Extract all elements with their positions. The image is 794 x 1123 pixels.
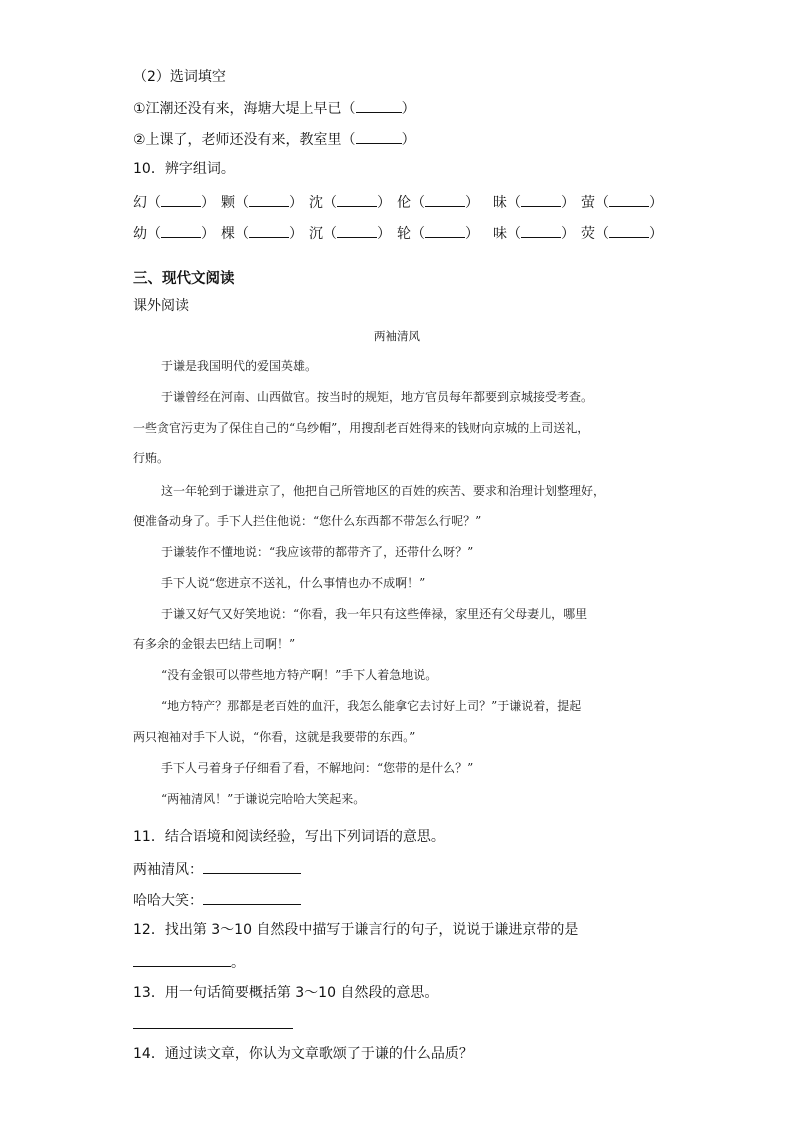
q10-blank[interactable]	[521, 192, 561, 207]
q10-blank[interactable]	[425, 192, 465, 207]
q10-close-paren: ）	[649, 226, 663, 242]
q10-close-paren: ）	[561, 195, 575, 211]
q10-open-paren: （	[507, 226, 521, 242]
q10-close-paren: ）	[201, 195, 215, 211]
q13-answer	[133, 1014, 293, 1034]
q12-end: 。	[231, 955, 245, 971]
q10-char: 沈	[309, 195, 323, 211]
q10-char: 轮	[397, 226, 411, 242]
q10-char: 伦	[397, 195, 411, 211]
q10-blank[interactable]	[337, 192, 377, 207]
q10-item	[581, 223, 663, 243]
q11-item2-blank[interactable]	[203, 890, 301, 905]
q11-item1-blank[interactable]	[203, 859, 301, 874]
q11-item1	[133, 859, 301, 879]
q10-char: 幻	[133, 195, 147, 211]
q9-item2-close: ）	[401, 132, 416, 148]
q9-item1-blank[interactable]	[356, 98, 402, 113]
story-line: “地方特产？那都是老百姓的血汗，我怎么能拿它去讨好上司？”于谦说着，提起	[161, 699, 582, 713]
q10-close-paren: ）	[201, 226, 215, 242]
section3-sub: 课外阅读	[133, 298, 189, 314]
q10-item	[309, 192, 391, 212]
story-line: 于谦是我国明代的爱国英雄。	[161, 359, 318, 373]
q10-open-paren: （	[595, 195, 609, 211]
section3-heading: 三、现代文阅读	[133, 271, 235, 287]
q9-item2-text: ②上课了，老师还没有来，教室里（	[133, 132, 356, 148]
q10-item	[133, 223, 215, 243]
q11-label: 11．结合语境和阅读经验，写出下列词语的意思。	[133, 829, 445, 845]
q10-char: 棵	[221, 226, 235, 242]
q10-close-paren: ）	[289, 226, 303, 242]
story-line: 便准备动身了。手下人拦住他说：“您什么东西都不带怎么行呢？”	[133, 514, 482, 528]
q10-close-paren: ）	[377, 226, 391, 242]
q9-item2	[133, 129, 416, 149]
q10-char: 幼	[133, 226, 147, 242]
q10-item	[397, 223, 479, 243]
q10-open-paren: （	[595, 226, 609, 242]
q10-char: 昧	[493, 195, 507, 211]
q9-item1-close: ）	[401, 101, 416, 117]
q10-close-paren: ）	[289, 195, 303, 211]
q12-answer	[133, 952, 245, 972]
q10-char: 沉	[309, 226, 323, 242]
q10-blank[interactable]	[161, 223, 201, 238]
q10-char: 味	[493, 226, 507, 242]
story-line: “两袖清风！”于谦说完哈哈大笑起来。	[161, 792, 366, 806]
q10-item	[309, 223, 391, 243]
q10-open-paren: （	[507, 195, 521, 211]
q10-open-paren: （	[323, 226, 337, 242]
story-line: 于谦又好气又好笑地说：“你看，我一年只有这些俸禄，家里还有父母妻儿，哪里	[161, 607, 588, 621]
story-line: “没有金银可以带些地方特产啊！”手下人着急地说。	[161, 668, 438, 682]
q10-char: 荧	[581, 226, 595, 242]
q14-label: 14．通过读文章，你认为文章歌颂了于谦的什么品质？	[133, 1046, 473, 1062]
q10-close-paren: ）	[649, 195, 663, 211]
story-line: 手下人弓着身子仔细看了看，不解地问：“您带的是什么？”	[161, 761, 474, 775]
q10-label: 10．辨字组词。	[133, 161, 235, 177]
story-line: 于谦曾经在河南、山西做官。按当时的规矩，地方官员每年都要到京城接受考查。	[161, 390, 594, 404]
story-line: 有多余的金银去巴结上司啊！”	[133, 637, 296, 651]
q10-blank[interactable]	[249, 223, 289, 238]
q10-item	[397, 192, 479, 212]
q9-sub2-label: （2）选词填空	[133, 69, 226, 85]
q10-blank[interactable]	[161, 192, 201, 207]
q13-blank[interactable]	[133, 1014, 293, 1029]
q10-open-paren: （	[323, 195, 337, 211]
q10-blank[interactable]	[425, 223, 465, 238]
q11-item1-text: 两袖清风：	[133, 862, 203, 878]
story-line: 于谦装作不懂地说：“我应该带的都带齐了，还带什么呀？”	[161, 545, 474, 559]
q11-item2	[133, 890, 301, 910]
q10-close-paren: ）	[377, 195, 391, 211]
q10-blank[interactable]	[249, 192, 289, 207]
q10-close-paren: ）	[561, 226, 575, 242]
story-line: 这一年轮到于谦进京了，他把自己所管地区的百姓的疾苦、要求和治理计划整理好，	[161, 484, 606, 498]
q10-open-paren: （	[147, 195, 161, 211]
story-line: 手下人说“您进京不送礼，什么事情也办不成啊！”	[161, 576, 426, 590]
q10-item	[493, 192, 575, 212]
q10-blank[interactable]	[609, 223, 649, 238]
q10-open-paren: （	[235, 195, 249, 211]
story-line: 行贿。	[133, 451, 170, 465]
q10-char: 颗	[221, 195, 235, 211]
q11-item2-text: 哈哈大笑：	[133, 893, 203, 909]
story-title: 两袖清风	[374, 329, 420, 343]
story-line: 一些贪官污吏为了保住自己的“乌纱帽”，用搜刮老百姓得来的钱财向京城的上司送礼，	[133, 421, 590, 435]
q10-close-paren: ）	[465, 226, 479, 242]
q9-item1	[133, 98, 416, 118]
q10-open-paren: （	[235, 226, 249, 242]
q10-item	[581, 192, 663, 212]
q10-item	[493, 223, 575, 243]
q10-char: 萤	[581, 195, 595, 211]
q10-blank[interactable]	[609, 192, 649, 207]
q10-blank[interactable]	[337, 223, 377, 238]
q9-item1-text: ①江潮还没有来，海塘大堤上早已（	[133, 101, 356, 117]
q10-item	[133, 192, 215, 212]
q12-label: 12．找出第 3～10 自然段中描写于谦言行的句子，说说于谦进京带的是	[133, 922, 579, 938]
q10-item	[221, 223, 303, 243]
q10-open-paren: （	[411, 226, 425, 242]
q10-blank[interactable]	[521, 223, 561, 238]
q10-open-paren: （	[411, 195, 425, 211]
story-line: 两只袍袖对手下人说，“你看，这就是我要带的东西。”	[133, 730, 416, 744]
q12-blank[interactable]	[133, 952, 231, 967]
q13-label: 13．用一句话简要概括第 3～10 自然段的意思。	[133, 985, 439, 1001]
q9-item2-blank[interactable]	[356, 129, 402, 144]
q10-close-paren: ）	[465, 195, 479, 211]
q10-item	[221, 192, 303, 212]
q10-open-paren: （	[147, 226, 161, 242]
